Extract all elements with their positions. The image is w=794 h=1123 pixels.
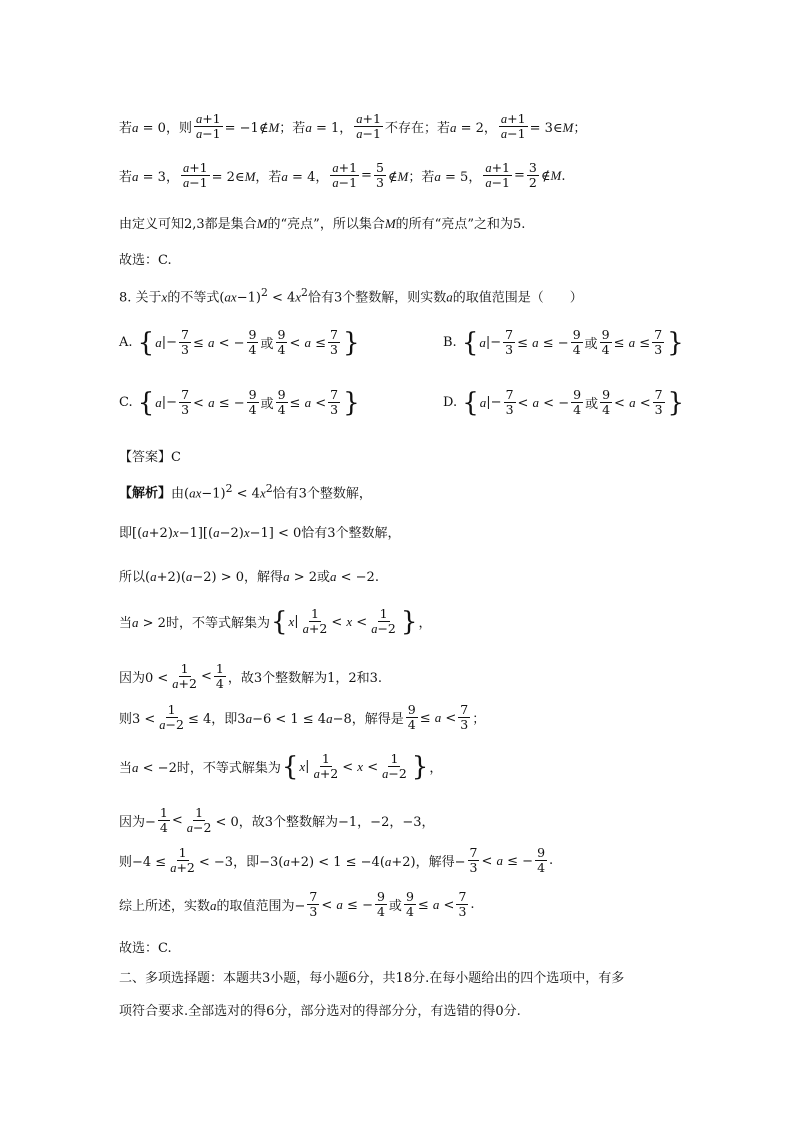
option-a[interactable]: A. { a |− $\frac{7}{3}$ ≤ a < − $\frac{9}{4}$ 或 $\frac{9}{4}$ < a ≤ $\frac{7}{3}$ }: [119, 327, 360, 358]
solution-line-2: 若a = 3， $\frac{a+1}{a-1}$ = 2∈M，若a = 4， $\frac{a+1}{a-1}$ = $\frac{5}{3}$ ∉M；若a = 5， $\frac{a+1}{a-1}$ = $\frac{3}{2}$ ∉M.: [119, 160, 566, 190]
analysis-line-6: 则3 < $\frac{1}{a-2}$ ≤ 4，即3a−6 < 1 ≤ 4a−8，解得是 $\frac{9}{4}$ ≤ a < $\frac{7}{3}$ ；: [119, 702, 486, 732]
option-b[interactable]: B. { a |− $\frac{7}{3}$ ≤ a ≤ − $\frac{9}{4}$ 或 $\frac{9}{4}$ ≤ a ≤ $\frac{7}{3}$ }: [443, 327, 684, 358]
section-header-line-1: 二、多项选择题：本题共3小题，每小题6分，共18分.在每小题给出的四个选项中，有多: [119, 971, 625, 986]
analysis-line-9: 则−4 ≤ $\frac{1}{a+2}$ < −3，即−3(a+2) < 1 ≤ −4(a+2)，解得− $\frac{7}{3}$ < a ≤ − $\frac{9}{4}$ .: [119, 845, 554, 875]
question-8: 8. 关于x的不等式$(ax-1)^2 < 4x^2$恰有3个整数解，则实数a的取值范围是（ ）: [119, 286, 583, 306]
option-c[interactable]: C. { a |− $\frac{7}{3}$ < a ≤ − $\frac{9}{4}$ 或 $\frac{9}{4}$ ≤ a < $\frac{7}{3}$ }: [119, 387, 360, 418]
solution-line-4: 故选：C.: [119, 253, 172, 268]
analysis-line-3: 所以(a+2)(a−2) > 0，解得a > 2或a < −2.: [119, 569, 379, 585]
answer-label: 【答案】C: [119, 450, 181, 465]
section-header-line-2: 项符合要求.全部选对的得6分，部分选对的得部分分，有选错的得0分.: [119, 1004, 521, 1019]
analysis-line-8: 因为− $\frac{1}{4}$ < $\frac{1}{a-2}$ < 0，故3个整数解为−1，−2，−3，: [119, 805, 435, 835]
analysis-line-2: 即[(a+2)x−1][(a−2)x−1] < 0恰有3个整数解，: [119, 525, 401, 541]
solution-line-3: 由定义可知2,3都是集合M的“亮点”，所以集合M的所有“亮点”之和为5.: [119, 216, 526, 232]
analysis-line-11: 故选：C.: [119, 941, 172, 956]
analysis-line-10: 综上所述，实数a的取值范围为− $\frac{7}{3}$ < a ≤ − $\frac{9}{4}$ 或 $\frac{9}{4}$ ≤ a < $\frac{7}{3}$ .: [119, 889, 475, 919]
analysis-line-1: 【解析】 由$(ax-1)^2 < 4x^2$恰有3个整数解，: [119, 482, 372, 502]
analysis-line-5: 因为0 < $\frac{1}{a+2}$ < $\frac{1}{4}$ ，故3个整数解为1，2和3.: [119, 661, 383, 691]
option-d[interactable]: D. { a |− $\frac{7}{3}$ < a < − $\frac{9}{4}$ 或 $\frac{9}{4}$ < a < $\frac{7}{3}$ }: [443, 387, 685, 418]
analysis-line-4: 当a > 2时，不等式解集为 { x | $\frac{1}{a+2}$ < x < $\frac{1}{a-2}$ } ，: [119, 606, 432, 637]
analysis-line-7: 当a < −2时，不等式解集为 { x | $\frac{1}{a+2}$ < x < $\frac{1}{a-2}$ } ，: [119, 751, 443, 782]
solution-line-1-render: 若a = 0，则 $\frac{a+1}{a-1}$ = −1∉M；若a = 1， $\frac{a+1}{a-1}$ 不存在；若a = 2， $\frac{a+1}{a-1}$ = 3∈M；: [119, 111, 587, 141]
